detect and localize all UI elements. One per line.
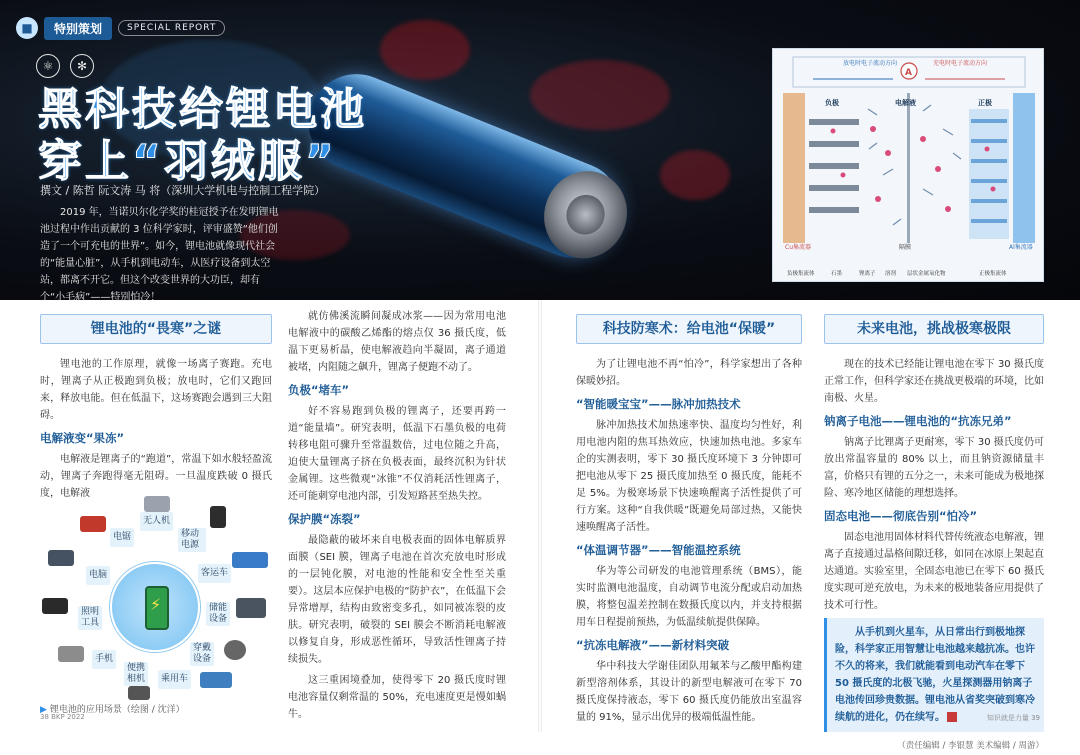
subheading: 钠离子电池——锂电池的“抗冻兄弟”: [824, 414, 1012, 428]
legend-item: 溶剂: [885, 271, 897, 277]
column-2: [288, 308, 506, 727]
diagram-top-label-2: 充电时电子流动方向: [933, 60, 988, 67]
app-label: 乘用车: [158, 670, 191, 689]
editor-credit: （责任编辑 / 李银慧 美术编辑 / 周游）: [897, 741, 1044, 751]
cu-collector: [783, 93, 805, 243]
end-mark-icon: [947, 712, 957, 722]
bg-glow: [380, 20, 470, 80]
page-spine: [538, 300, 542, 732]
wearable-icon: [224, 640, 246, 660]
app-label: 电脑: [86, 566, 110, 585]
section-title: 未来电池，挑战极寒极限: [824, 314, 1044, 344]
chainsaw-icon: [80, 516, 106, 532]
molecule-icon: ✻: [70, 54, 94, 78]
ammeter-label: A: [905, 68, 912, 78]
intro-paragraph: 2019 年，当诺贝尔化学奖的桂冠授予在发明锂电池过程中作出贡献的 3 位科学家时，评审盛赞“他们创造了一个可充电的世界”。如今，锂电池就像现代社会的“能量心脏”，从手机到电动车，从医疗设备到太空站，都离不开它。但这个改变世界的大功臣，却有个“小毛病”——特别怕冷！: [40, 207, 279, 303]
legend-item: 负极集流体: [787, 271, 815, 277]
paragraph: 锂电池的工作原理，就像一场离子赛跑。充电时，锂离子从正极跑到负极；放电时，它们又跑回来，释放电能。但在低温下，这场赛跑会遇到三大阻碍。: [40, 359, 272, 421]
app-label: 移动电源: [178, 528, 206, 552]
diagram-top-label-1: 放电时电子流动方向: [843, 60, 898, 67]
paragraph: 华为等公司研发的电池管理系统（BMS），能实时监测电池温度，自动调节电流分配或启动加热膜，将整包温差控制在数摄氏度以内，并支持根据用车日程提前预热，为低温续航提供保障。: [576, 566, 802, 628]
battery-structure-diagram: [772, 48, 1044, 282]
folio-left: 38 BKP 2022: [40, 713, 85, 721]
subheading: “体温调节器”——智能温控系统: [576, 543, 741, 557]
app-label: 手机: [92, 650, 116, 669]
subheading: 电解液变“果冻”: [40, 431, 125, 445]
paragraph: 钠离子比锂离子更耐寒，零下 30 摄氏度仍可放出常温容量的 80% 以上，而且钠资源储量丰富，价格只有锂的五分之一，未来可能成为极地探险、寒冷地区储能的理想选择。: [824, 437, 1044, 499]
folio-right: 知识就是力量 39: [986, 714, 1040, 722]
separator-label: 隔膜: [899, 244, 912, 251]
section-title: 科技防寒术：给电池“保暖”: [576, 314, 802, 344]
al-collector: [1013, 93, 1035, 243]
battery-hub: [110, 562, 200, 652]
atom-icon: ⚛: [36, 54, 60, 78]
paragraph: 最隐蔽的破坏来自电极表面的固体电解质界面膜（SEI 膜，锂离子电池在首次充放电时形成的一层钝化膜，对电池的性能和安全性至关重要）。这层本应保护电极的“防护衣”，在低温下会异常增厚，结构由致密变多孔，如同被冻裂的皮肤。研究表明，破裂的 SEI 膜会不断消耗电解液以修复自身，形成恶性循环，导致活性锂离子持续损失。: [288, 535, 506, 665]
camera-icon: [128, 686, 150, 700]
laptop-icon: [48, 550, 74, 566]
legend-item: 石墨: [831, 271, 843, 277]
subheading: “抗冻电解液”——新材料突破: [576, 638, 730, 652]
paragraph: 好不容易跑到负极的锂离子，还要再跨一道“能量墙”。研究表明，低温下石墨负极的电荷转移电阻可骤升至常温数倍，过电位随之升高，迫使大量锂离子挤在负极表面，最终沉积为针状金属锂。这些微观“冰锥”不仅消耗活性锂离子，还可能刺穿电池内部，引发短路甚至热失控。: [288, 406, 506, 502]
app-label: 客运车: [198, 564, 231, 583]
section-title: 锂电池的“畏寒”之谜: [40, 314, 272, 344]
app-label: 便携相机: [124, 662, 148, 686]
flashlight-icon: [42, 598, 68, 614]
paragraph: 现在的技术已经能让锂电池在零下 30 摄氏度正常工作，但科学家还在挑战更极端的环境，比如南极、火星。: [824, 359, 1044, 404]
column-1: [40, 308, 272, 719]
cathode-label: 正极: [978, 99, 992, 107]
app-label: 储能设备: [206, 602, 230, 626]
bg-glow: [530, 60, 670, 130]
title-line-2: 穿上“羽绒服”: [38, 136, 337, 187]
al-label: Al集流器: [1009, 244, 1033, 251]
caption-marker-icon: ▶: [40, 705, 47, 715]
electrolyte-label: 电解液: [895, 99, 916, 107]
badge-group: [36, 54, 94, 78]
anode-label: 负极: [825, 99, 839, 107]
phone-icon: [58, 646, 84, 662]
title-line-1: 黑科技给锂电池: [38, 84, 367, 135]
tag-en: SPECIAL REPORT: [118, 20, 225, 36]
highlight-text: 从手机到火星车，从日常出行到极地探险，科学家正用智慧让电池越来越抗冻。也许不久的将来，我们就能看到电动汽车在零下 50 摄氏度的北极飞驰，火星探测器用钠离子电池传回珍贵数据。锂电池从省奖突破到寒冷续航的进化，仍在续写。: [835, 627, 1035, 723]
paragraph: 就仿佛溪流瞬间凝成冰浆——因为常用电池电解液中的碳酸乙烯酯的熔点仅 36 摄氏度，低温下更易析晶，使电解液趋向半凝固，离子通道被堵，内阻随之飙升，锂离子便跑不动了。: [288, 311, 506, 373]
battery-icon: ⚡: [145, 586, 169, 630]
power-bank-icon: [210, 506, 226, 528]
app-label: 电锯: [110, 528, 134, 547]
bus-icon: [232, 552, 268, 568]
drone-icon: [144, 496, 170, 512]
subheading: 固态电池——彻底告别“怕冷”: [824, 509, 978, 523]
paragraph: 电解液是锂离子的“跑道”，常温下如水般轻盈流动，锂离子奔跑得毫无阻碍。一旦温度跌破 0 摄氏度，电解液: [40, 454, 272, 499]
storage-icon: [236, 598, 266, 618]
byline: 撰文 / 陈哲 阮文涛 马 将（深圳大学机电与控制工程学院）: [40, 184, 326, 197]
app-label: 照明工具: [78, 606, 102, 630]
separator-line: [907, 93, 910, 243]
hero-banner: [0, 0, 1080, 303]
paragraph: 脉冲加热技术加热速率快、温度均匀性好，利用电池内阻的焦耳热效应，快速加热电池。多家车企的实测表明，零下 30 摄氏度环境下 3 分钟即可把电池从零下 25 摄氏度加热至 0 摄氏度，能耗不足 5%。为极寒场景下快速唤醒离子活性提供了可行方案。这种“自我供暖”既避免局部过热，又能快速唤醒离子活性。: [576, 420, 802, 533]
subheading: 负极“堵车”: [288, 383, 350, 397]
magazine-logo-icon: ■: [16, 17, 38, 39]
bg-glow: [660, 150, 730, 200]
paragraph: 为了让锂电池不再“怕冷”，科学家想出了各种保暖妙招。: [576, 359, 802, 387]
paragraph: 固态电池用固体材料代替传统液态电解液，锂离子直接通过晶格间隙迁移，如同在冰原上架起直达通道。实验室里，全固态电池已在零下 60 摄氏度实现可逆充放电，为未来的极地装备应用提供了技术可行性。: [824, 532, 1044, 611]
legend-item: 层状金属氧化物: [907, 271, 946, 277]
article-title: [38, 84, 367, 188]
subheading: “智能暖宝宝”——脉冲加热技术: [576, 397, 741, 411]
legend-item: 锂离子: [859, 271, 876, 277]
paragraph: 这三重困境叠加，使得零下 20 摄氏度时锂电池容量仅剩常温的 50%，充电速度更是慢如蜗牛。: [288, 675, 506, 720]
column-3: [576, 308, 802, 730]
paragraph: 华中科技大学谢佳团队用氟苯与乙酸甲酯构建新型溶剂体系，其设计的新型电解液可在零下 70 摄氏度保持液态，零下 60 摄氏度仍能放出室温容量的 91%，显示出优异的极端低温性能。: [576, 661, 802, 723]
application-scenes-figure: [40, 510, 272, 700]
column-4: [824, 308, 1044, 755]
cu-label: Cu集流器: [785, 244, 811, 251]
caption-text: 锂电池的应用场景（绘图 / 沈洋）: [49, 705, 185, 715]
section-tag: [16, 16, 225, 40]
oxide-layers: [969, 109, 1009, 239]
car-icon: [200, 672, 232, 688]
battery-cap: [531, 159, 640, 271]
diagram-legend: [787, 269, 1007, 277]
app-label: 无人机: [140, 512, 173, 531]
app-label: 穿戴设备: [190, 642, 214, 666]
subheading: 保护膜“冻裂”: [288, 512, 361, 526]
legend-item: 正极集流体: [979, 271, 1007, 277]
tag-cn: 特别策划: [44, 17, 112, 40]
